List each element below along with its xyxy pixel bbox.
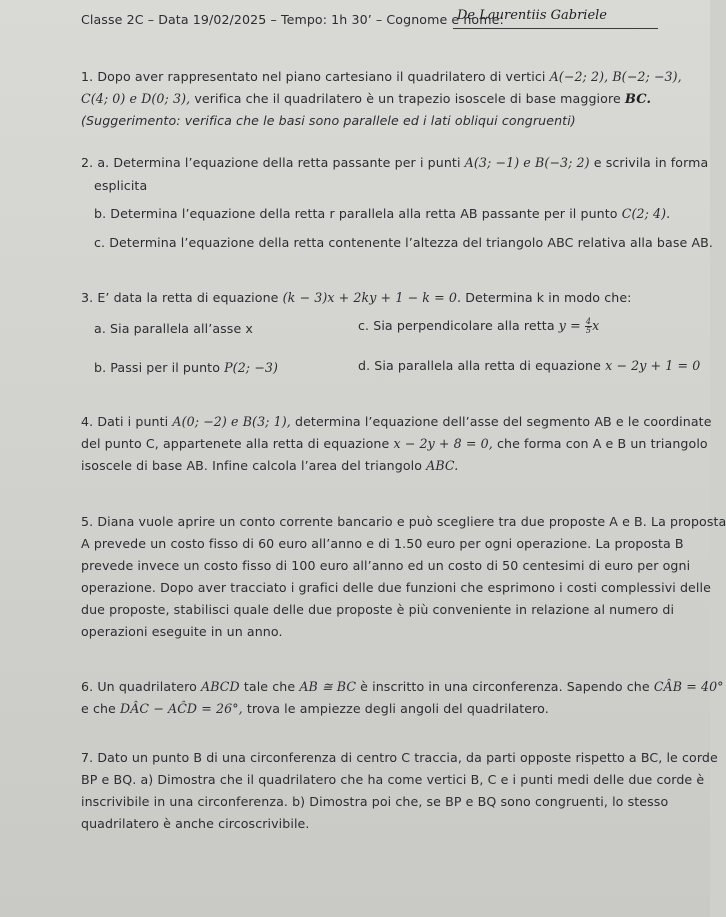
ex3-c: c. Sia perpendicolare alla retta y = $\frac{4}{5}$ x: [358, 317, 600, 335]
ex4-line3: isoscele di base AB. Infine calcola l’area del triangolo ABC.: [81, 458, 459, 473]
ex3-intro: 3. E’ data la retta di equazione (k − 3)x + 2ky + 1 − k = 0. Determina k in modo che:: [81, 290, 632, 305]
ex1-line2: C(4; 0) e D(0; 3), verifica che il quadrilatero è un trapezio isoscele di base maggiore BC.: [81, 91, 652, 107]
student-name-handwritten: De Laurentiis Gabriele: [457, 8, 608, 23]
ex5-line6: operazioni eseguite in un anno.: [81, 624, 283, 639]
ex6-line2: e che DÂC − AĈD = 26°, trova le ampiezze degli angoli del quadrilatero.: [81, 701, 549, 716]
ex7-line3: inscrivibile in una circonferenza. b) Dimostra poi che, se BP e BQ sono congruenti, lo stesso: [81, 794, 669, 809]
ex4-line2: del punto C, appartenete alla retta di equazione x − 2y + 8 = 0, che forma con A e B un triangolo: [81, 436, 708, 451]
ex5-line4: operazione. Dopo aver tracciato i grafici delle due funzioni che esprimono i costi complessivi delle: [81, 580, 711, 595]
ex5-line3: prevede invece un costo fisso di 100 euro all’anno ed un costo di 50 centesimi di euro per ogni: [81, 558, 691, 573]
ex6-line1: 6. Un quadrilatero ABCD tale che AB ≅ BC è inscritto in una circonferenza. Sapendo che CÂB = 40°: [81, 679, 724, 694]
ex3-b: b. Passi per il punto P(2; −3): [94, 360, 279, 375]
ex1-line1: 1. Dopo aver rappresentato nel piano cartesiano il quadrilatero di vertici A(−2; 2), B(−2; −3),: [81, 69, 682, 84]
ex2b: b. Determina l’equazione della retta r parallela alla retta AB passante per il punto C(2; 4).: [94, 206, 671, 221]
ex4-line1: 4. Dati i punti A(0; −2) e B(3; 1), determina l’equazione dell’asse del segmento AB e le coordinate: [81, 414, 712, 429]
header-class: Classe 2C – Data 19/02/2025 – Tempo: 1h 30’ – Cognome e nome:: [81, 12, 504, 27]
ex3-a: a. Sia parallela all’asse x: [94, 321, 253, 336]
ex2a-line1: 2. a. Determina l’equazione della retta passante per i punti A(3; −1) e B(−3; 2) e scrivila in forma: [81, 155, 709, 170]
ex3-d: d. Sia parallela alla retta di equazione x − 2y + 1 = 0: [358, 358, 701, 373]
ex5-line5: due proposte, stabilisci quale delle due proposte è più conveniente in relazione al numero di: [81, 602, 675, 617]
name-underline: [453, 28, 658, 29]
ex7-line4: quadrilatero è anche circoscrivibile.: [81, 816, 310, 831]
ex2a-line2: esplicita: [94, 178, 148, 193]
ex2c: c. Determina l’equazione della retta contenente l’altezza del triangolo ABC relativa alla base AB.: [94, 235, 714, 250]
header-line: [81, 12, 504, 27]
ex7-line2: BP e BQ. a) Dimostra che il quadrilatero che ha come vertici B, C e i punti medi delle due corde è: [81, 772, 705, 787]
ex1-hint: (Suggerimento: verifica che le basi sono parallele ed i lati obliqui congruenti): [81, 113, 576, 128]
ex7-line1: 7. Dato un punto B di una circonferenza di centro C traccia, da parti opposte rispetto a BC, le corde: [81, 750, 718, 765]
ex5-line2: A prevede un costo fisso di 60 euro all’anno e di 1.50 euro per ogni operazione. La proposta B: [81, 536, 684, 551]
ex5-line1: 5. Diana vuole aprire un conto corrente bancario e può scegliere tra due proposte A e B. La proposta: [81, 514, 726, 529]
ex1-handwritten-bc: BC.: [624, 92, 652, 107]
